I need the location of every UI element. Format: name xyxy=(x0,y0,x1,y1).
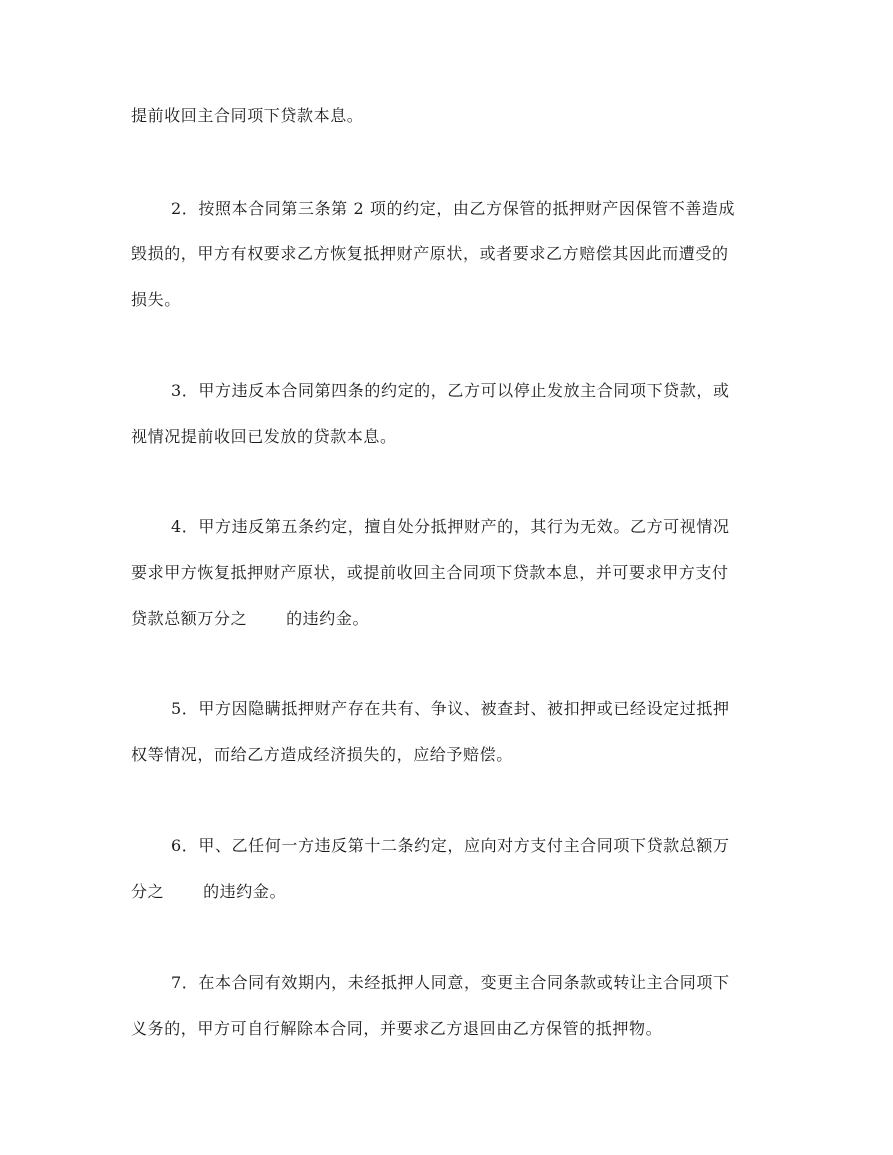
paragraph-4-line-2: 要求甲方恢复抵押财产原状，或提前收回主合同项下贷款本息，并可要求甲方支付 xyxy=(131,563,729,582)
paragraph-3-line-1: 3．甲方违反本合同第四条的约定的，乙方可以停止发放主合同项下贷款，或 xyxy=(171,381,730,400)
paragraph-3-line-2: 视情况提前收回已发放的贷款本息。 xyxy=(131,427,397,446)
paragraph-2-line-3: 损失。 xyxy=(131,290,181,309)
paragraph-7-line-2: 义务的，甲方可自行解除本合同，并要求乙方退回由乙方保管的抵押物。 xyxy=(131,1019,663,1038)
paragraph-2-line-2: 毁损的，甲方有权要求乙方恢复抵押财产原状，或者要求乙方赔偿其因此而遭受的 xyxy=(131,244,729,263)
paragraph-4-line-1: 4．甲方违反第五条约定，擅自处分抵押财产的，其行为无效。乙方可视情况 xyxy=(171,517,730,536)
paragraph-5-line-2: 权等情况，而给乙方造成经济损失的，应给予赔偿。 xyxy=(131,745,513,764)
paragraph-6-line-2: 分之 的违约金。 xyxy=(131,882,287,901)
paragraph-7-line-1: 7．在本合同有效期内，未经抵押人同意，变更主合同条款或转让主合同项下 xyxy=(171,973,730,992)
paragraph-5-line-1: 5．甲方因隐瞒抵押财产存在共有、争议、被查封、被扣押或已经设定过抵押 xyxy=(171,699,730,718)
paragraph-1-line-1: 提前收回主合同项下贷款本息。 xyxy=(131,106,364,125)
paragraph-6-line-1: 6．甲、乙任何一方违反第十二条约定，应向对方支付主合同项下贷款总额万 xyxy=(171,836,730,855)
paragraph-2-line-1: 2．按照本合同第三条第 2 项的约定，由乙方保管的抵押财产因保管不善造成 xyxy=(171,199,736,218)
paragraph-4-line-3: 贷款总额万分之 的违约金。 xyxy=(131,609,370,628)
